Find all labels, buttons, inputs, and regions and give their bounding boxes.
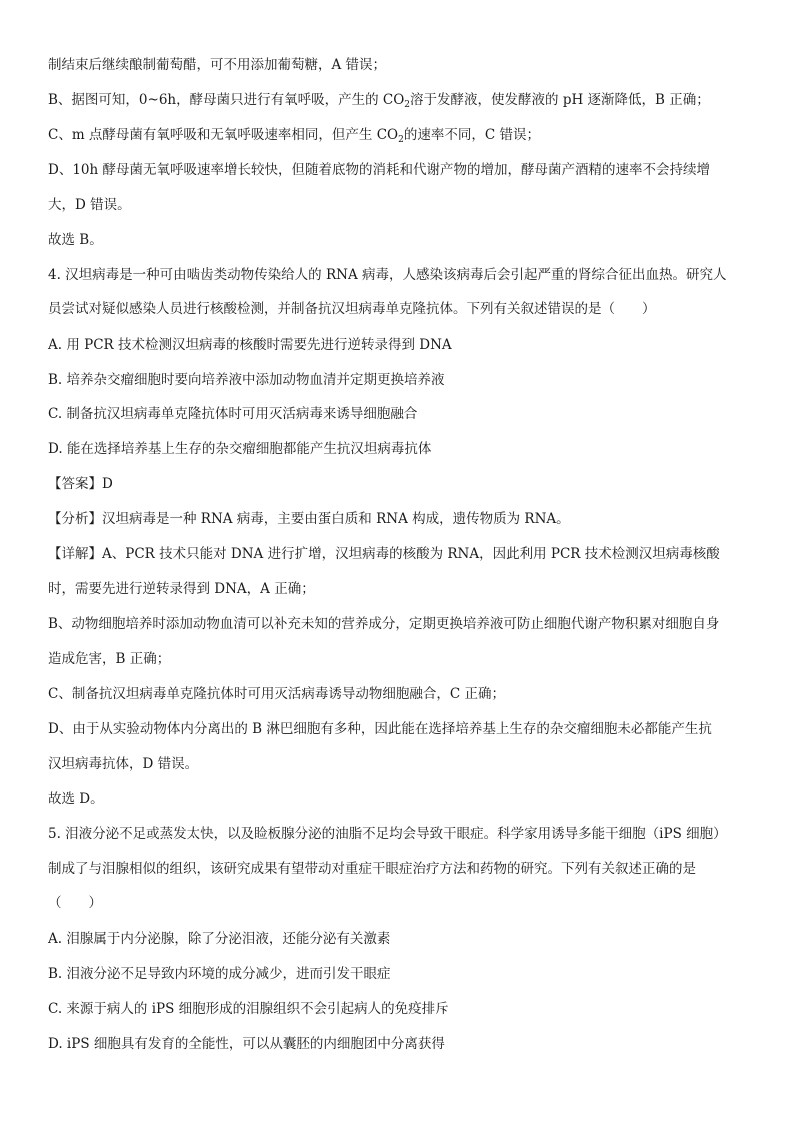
q4-detail-c: C、制备抗汉坦病毒单克隆抗体时可用灭活病毒诱导动物细胞融合，C 正确；	[48, 686, 505, 702]
q4-option-a: A. 用 PCR 技术检测汉坦病毒的核酸时需要先进行逆转录得到 DNA	[48, 337, 452, 353]
q3-conclusion: 故选 B。	[48, 232, 103, 248]
q5-option-b: B. 泪液分泌不足导致内环境的成分减少，进而引发干眼症	[48, 966, 391, 982]
q4-detail-d-line1: D、由于从实验动物体内分离出的 B 淋巴细胞有多种，因此能在选择培养基上生存的杂交瘤细胞未必都能产生抗	[48, 721, 712, 737]
q5-option-a: A. 泪腺属于内分泌腺，除了分泌泪液，还能分泌有关激素	[48, 931, 391, 947]
q4-option-c: C. 制备抗汉坦病毒单克隆抗体时可用灭活病毒来诱导细胞融合	[48, 406, 418, 422]
q4-detail-d-line2: 汉坦病毒抗体，D 错误。	[48, 756, 199, 772]
q5-stem-line2: 制成了与泪腺相似的组织，该研究成果有望带动对重症干眼症治疗方法和药物的研究。下列有关叙述正确的是	[48, 861, 696, 877]
q3-b-subscript: 2	[404, 100, 411, 110]
q4-conclusion: 故选 D。	[48, 791, 104, 807]
q5-option-c: C. 来源于病人的 iPS 细胞形成的泪腺组织不会引起病人的免疫排斥	[48, 1001, 449, 1017]
q4-answer: 【答案】D	[48, 476, 113, 492]
q3-option-d-explanation-line1: D、10h 酵母菌无氧呼吸速率增长较快，但随着底物的消耗和代谢产物的增加，酵母菌产酒精的速率不会持续增	[48, 162, 710, 178]
q3-b-text-post: 溶于发酵液，使发酵液的 pH 逐渐降低，B 正确；	[410, 92, 710, 108]
q4-detail-b-line2: 造成危害，B 正确；	[48, 651, 171, 667]
q4-detail-b-line1: B、动物细胞培养时添加动物血清可以补充未知的营养成分，定期更换培养液可防止细胞代谢产物积累对细胞自身	[48, 616, 720, 632]
q5-stem-line1: 5. 泪液分泌不足或蒸发太快，以及睑板腺分泌的油脂不足均会导致干眼症。科学家用诱导多能干细胞（iPS 细胞）	[48, 826, 727, 842]
q4-detail-line2: 时，需要先进行逆转录得到 DNA，A 正确；	[48, 581, 315, 597]
q3-option-c-explanation	[48, 125, 754, 145]
q4-stem-line1: 4. 汉坦病毒是一种可由啮齿类动物传染给人的 RNA 病毒，人感染该病毒后会引起严重的肾综合征出血热。研究人	[48, 267, 727, 283]
q3-option-b-explanation	[48, 90, 754, 110]
q3-c-subscript: 2	[398, 135, 404, 145]
q4-detail-line1: 【详解】A、PCR 技术只能对 DNA 进行扩增，汉坦病毒的核酸为 RNA，因此利用 PCR 技术检测汉坦病毒核酸	[48, 546, 720, 562]
q3-b-text-pre: B、据图可知，0~6h，酵母菌只进行有氧呼吸，产生的 CO	[48, 92, 405, 108]
q3-tail-text: 制结束后继续酿制葡萄醋，可不用添加葡萄糖，A 错误；	[48, 57, 387, 73]
q4-analysis: 【分析】汉坦病毒是一种 RNA 病毒，主要由蛋白质和 RNA 构成，遗传物质为 RNA。	[48, 511, 570, 527]
q5-stem-line3: （ ）	[48, 895, 102, 911]
q3-option-d-explanation-line2: 大，D 错误。	[48, 197, 131, 213]
q4-stem-line2: 员尝试对疑似感染人员进行核酸检测，并制备抗汉坦病毒单克隆抗体。下列有关叙述错误的是（ ）	[48, 301, 656, 317]
q5-option-d: D. iPS 细胞具有发育的全能性，可以从囊胚的内细胞团中分离获得	[48, 1036, 445, 1052]
q3-c-text-pre: C、m 点酵母菌有氧呼吸和无氧呼吸速率相同，但产生 CO	[48, 127, 399, 143]
q4-option-d: D. 能在选择培养基上生存的杂交瘤细胞都能产生抗汉坦病毒抗体	[48, 441, 432, 457]
q4-option-b: B. 培养杂交瘤细胞时要向培养液中添加动物血清并定期更换培养液	[48, 372, 445, 388]
q3-c-text-post: 的速率不同，C 错误；	[403, 127, 540, 143]
